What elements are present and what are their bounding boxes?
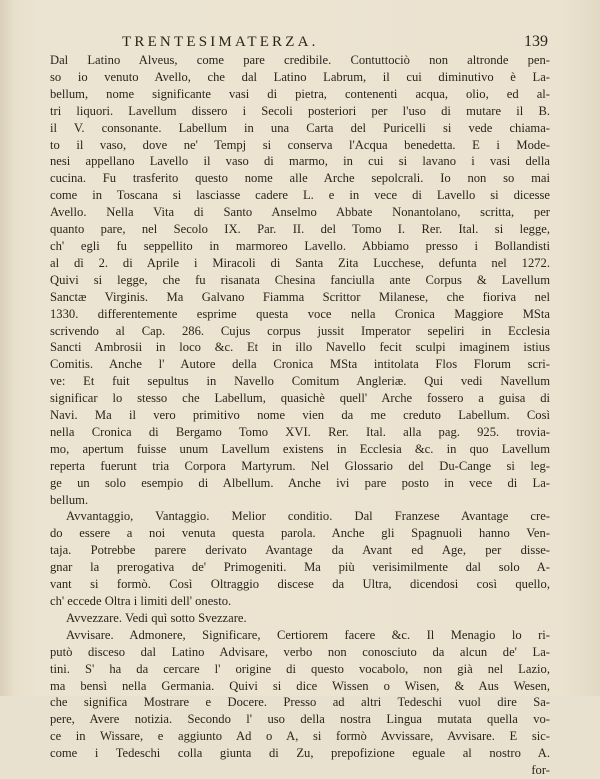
text-line: il V. consonante. Labellum in una Carta del Puricelli si vede chiama-: [50, 120, 550, 135]
text-line: putò disceso dal Latino Advisare, verbo non conosciuto da alcun de' La-: [50, 644, 550, 659]
text-line: Navi. Ma il vero primitivo nome vien da me creduto Labellum. Così: [50, 408, 550, 423]
text-line: bellum.: [50, 492, 89, 507]
text-line: quanto pare, nel Secolo IX. Par. II. del Tomo I. Rer. Ital. si legge,: [50, 222, 550, 237]
text-line: significar lo stesso che Labellum, quasichè quell' Arche fossero a guisa di: [50, 391, 550, 406]
text-line: Dal Latino Alveus, come pare credibile. Contuttociò non altronde pen-: [50, 53, 550, 67]
text-line: 1330. differentemente esprime questa voce nella Cronica Maggiore MSta: [50, 306, 550, 321]
text-line: Quivi si legge, che fu risanata Chesina fanciulla ante Corpus & Lavellum: [50, 272, 550, 287]
text-line: pere, Avere notizia. Secondo l' uso della nostra Lingua mutata quella vo-: [50, 712, 550, 727]
text-line: tini. S' ha da cercare l' origine di questo vocabolo, non già nel Lazio,: [50, 661, 550, 676]
text-line: ma bensì nella Germania. Quivi si dice Wissen o Wisen, & Aus Wesen,: [50, 678, 550, 693]
text-line: Avello. Nella Vita di Santo Anselmo Abbate Nonantolano, scritta, per: [50, 205, 550, 220]
text-line: ch' eccede Oltra i limiti dell' onesto.: [50, 594, 232, 608]
text-line: gnar la prerogativa de' Primogeniti. Ma più verisimilmente dal solo A-: [50, 560, 550, 575]
text-line: mo, apertum fuisse unum Lavellum existens in Ecclesia &c. in quo Lavellum: [50, 441, 550, 456]
text-line: Avvantaggio, Vantaggio. Melior conditio. Dal Franzese Avantage cre-: [66, 509, 550, 524]
text-line: come in Toscana si lasciasse cadere L. e in vece di Lavello si dicesse: [50, 188, 550, 203]
text-line: tri liquori. Lavellum dissero i Secoli posteriori per l'uso di mutare il B.: [50, 103, 550, 118]
text-line: come i Tedeschi colla giunta di Zu, prepofizione eguale al nostro A.: [50, 746, 550, 761]
text-line: taja. Potrebbe parere derivato Avantage da Avant ed Age, per disse-: [50, 543, 550, 558]
text-line: scrivendo al Cap. 286. Cujus corpus jussit Imperator sepeliri in Ecclesia: [50, 323, 550, 338]
text-line: reperta fuerunt tria Corpora Martyrum. Nel Glossario del Du-Cange si leg-: [50, 458, 550, 473]
running-title: TRENTESIMATERZA.: [122, 34, 319, 50]
text-line: ve: Et fuit sepultus in Navello Comitum Angleriæ. Qui vedi Navellum: [50, 374, 550, 389]
text-line: Comitis. Anche l' Autore della Cronica MSta intitolata Flos Florum scri-: [50, 357, 550, 372]
text-line: ge un solo esempio di Albellum. Anche ivi pare posto in vece di La-: [50, 475, 550, 490]
text-line: Sanctæ Virginis. Ma Galvano Fiamma Scrittor Milanese, che fioriva nel: [50, 289, 550, 304]
text-line: che significa Mostrare e Docere. Presso ad altri Tedeschi vuol dire Sa-: [50, 695, 550, 710]
text-line: ce in Wissare, e aggiunto Ad o A, si formò Avvissare, Avvisare. E sic-: [50, 729, 550, 744]
text-line: nesi appellano Lavello il vaso di marmo, in cui si lavano i vasi della: [50, 154, 550, 169]
text-line: bellum, nome significante vasi di pietra, contenenti acqua, olio, ed al-: [50, 86, 550, 101]
text-line: do essere a noi venuta questa parola. Anche gli Spagnuoli hanno Ven-: [50, 526, 550, 541]
text-line: Avvezzare. Vedi quì sotto Svezzare.: [66, 610, 247, 625]
text-line: Sancti Ambrosii in loco &c. Et in illo Navello fecit sculpi imaginem istius: [50, 340, 550, 355]
text-line: cucina. Fu trasferito questo nome alle Arche sepolcrali. Io non so mai: [50, 171, 550, 186]
page-number: 139: [524, 33, 548, 50]
text-line: al dì 2. di Aprile i Miracoli di Santa Zita Lucchese, defunta nel 1272.: [50, 255, 550, 270]
text-line: to il vaso, dove ne' Tempj si conserva l'Acqua benedetta. E i Mode-: [50, 137, 550, 152]
page-body-text: [50, 52, 550, 779]
text-line: so io venuto Avello, che dal Latino Labrum, il cui diminutivo è La-: [50, 69, 550, 84]
text-line: for-: [531, 763, 550, 778]
text-line: nella Cronica di Bergamo Tomo XVI. Rer. Ital. alla pag. 925. trovia-: [50, 424, 550, 439]
text-line: ch' egli fu seppellito in marmoreo Lavello. Abbiamo presso i Bollandisti: [50, 238, 550, 253]
text-line: vant si formò. Così Oltraggio discese da Ultra, dicendosi così quello,: [50, 577, 550, 592]
text-line: Avvisare. Admonere, Significare, Certiorem facere &c. Il Menagio lo ri-: [66, 627, 550, 642]
